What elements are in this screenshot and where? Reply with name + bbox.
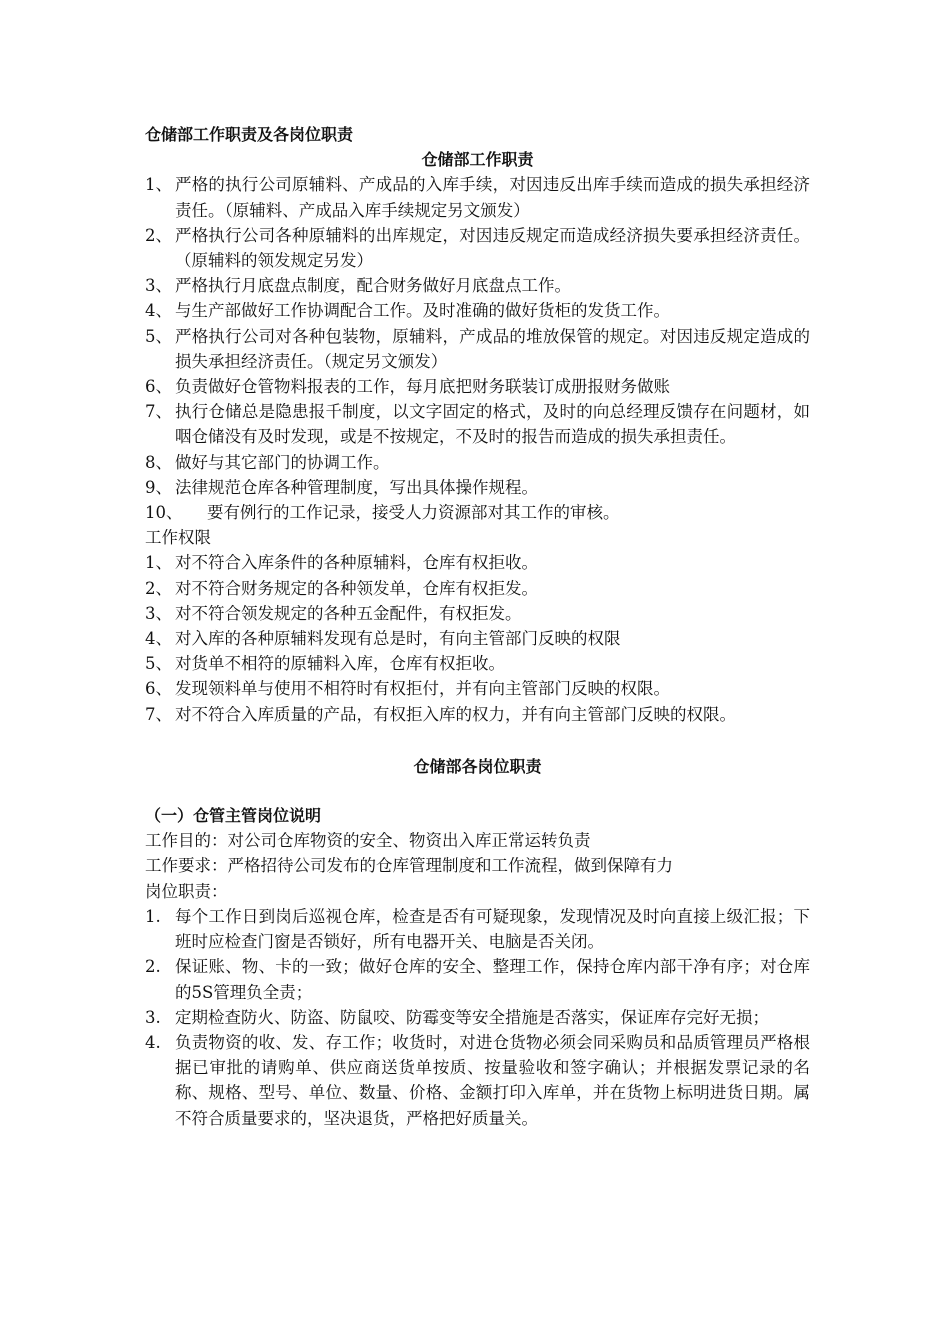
list-item [145, 500, 810, 525]
list-item [145, 223, 810, 273]
list-item [145, 273, 810, 298]
position-duties-list [145, 904, 810, 1131]
item-number: 4、 [145, 629, 172, 649]
list-item [145, 904, 810, 954]
item-number: 9、 [145, 477, 172, 497]
item-text: 对不符合入库条件的各种原辅料，仓库有权拒收。 [175, 553, 538, 573]
item-number: 3. [145, 1007, 161, 1027]
item-number: 6、 [145, 377, 172, 397]
item-number: 3、 [145, 276, 172, 296]
item-text: 负责做好仓管物料报表的工作，每月底把财务联装订成册报财务做账 [175, 377, 670, 397]
item-number: 4、 [145, 301, 172, 321]
list-item [145, 324, 810, 374]
spacer [145, 779, 810, 803]
item-text: 对货单不相符的原辅料入库，仓库有权拒收。 [175, 654, 505, 674]
list-item [145, 298, 810, 323]
duties-label: 岗位职责： [145, 881, 228, 901]
list-item [145, 576, 810, 601]
item-text: 法律规范仓库各种管理制度，写出具体操作规程。 [175, 477, 538, 497]
item-text: 执行仓储总是隐患报千制度，以文字固定的格式，及时的向总经理反馈存在问题材，如咽仓储没有及时发现，或是不按规定，不及时的报告而造成的损失承担责任。 [175, 402, 810, 447]
authority-list [145, 550, 810, 726]
item-number: 7、 [145, 704, 172, 724]
work-requirement: 工作要求：严格招待公司发布的仓库管理制度和工作流程，做到保障有力 [145, 856, 673, 876]
item-number: 3、 [145, 603, 172, 623]
list-item [145, 702, 810, 727]
item-number: 7、 [145, 402, 172, 422]
list-item [145, 651, 810, 676]
item-text: 要有例行的工作记录，接受人力资源部对其工作的审核。 [207, 503, 620, 523]
item-number: 2. [145, 957, 161, 977]
item-text: 严格执行公司各种原辅料的出库规定，对因违反规定而造成经济损失要承担经济责任。（原辅料的领发规定另发） [175, 225, 810, 271]
list-item [145, 450, 810, 475]
item-text: 严格执行月底盘点制度，配合财务做好月底盘点工作。 [175, 276, 571, 296]
section-heading-positions: 仓储部各岗位职责 [413, 756, 542, 776]
item-number: 1、 [145, 553, 172, 573]
document-title: 仓储部工作职责及各岗位职责 [145, 125, 354, 144]
item-text: 定期检查防火、防盗、防鼠咬、防霉变等安全措施是否落实，保证库存完好无损； [175, 1007, 769, 1027]
list-item [145, 626, 810, 651]
authority-heading: 工作权限 [145, 528, 211, 548]
item-text: 对不符合领发规定的各种五金配件，有权拒发。 [175, 603, 522, 623]
work-purpose: 工作目的：对公司仓库物资的安全、物资出入库正常运转负责 [145, 831, 591, 851]
item-text: 负责物资的收、发、存工作；收货时，对进仓货物必须会同采购员和品质管理员严格根据已审批的请购单、供应商送货单按质、按量验收和签字确认；并根据发票记录的名称、规格、型号、单位、数量、价格、金额打印入库单，并在货物上标明进货日期。属不符合质量要求的，坚决退货，严格把好质量关。 [175, 1032, 810, 1128]
item-text: 对不符合财务规定的各种领发单，仓库有权拒发。 [175, 578, 538, 598]
list-item [145, 399, 810, 449]
list-item [145, 954, 810, 1004]
list-item [145, 475, 810, 500]
item-number: 8、 [145, 452, 172, 472]
item-text: 发现领料单与使用不相符时有权拒付，并有向主管部门反映的权限。 [175, 679, 670, 699]
item-text: 严格的执行公司原辅料、产成品的入库手续，对因违反出库手续而造成的损失承担经济责任。（原辅料、产成品入库手续规定另文颁发） [175, 175, 810, 220]
item-number: 6、 [145, 679, 172, 699]
item-number: 2、 [145, 225, 172, 245]
item-number: 4. [145, 1032, 161, 1052]
item-number: 10、 [145, 503, 183, 523]
document-body [145, 122, 810, 1131]
list-item [145, 1005, 810, 1030]
item-number: 5、 [145, 654, 172, 674]
list-item [145, 172, 810, 222]
item-text: 对不符合入库质量的产品，有权拒入库的权力，并有向主管部门反映的权限。 [175, 704, 736, 724]
item-text: 对入库的各种原辅料发现有总是时，有向主管部门反映的权限 [175, 629, 621, 649]
duties-list [145, 172, 810, 525]
list-item [145, 1030, 810, 1131]
item-text: 与生产部做好工作协调配合工作。及时准确的做好货柜的发货工作。 [175, 301, 670, 321]
item-text: 做好与其它部门的协调工作。 [175, 452, 390, 472]
item-text: 每个工作日到岗后巡视仓库，检查是否有可疑现象，发现情况及时向直接上级汇报；下班时应检查门窗是否锁好，所有电器开关、电脑是否关闭。 [175, 906, 810, 952]
list-item [145, 676, 810, 701]
item-text: 严格执行公司对各种包装物，原辅料，产成品的堆放保管的规定。对因违反规定造成的损失承担经济责任。（规定另文颁发） [175, 326, 810, 371]
list-item [145, 550, 810, 575]
item-text: 保证账、物、卡的一致；做好仓库的安全、整理工作，保持仓库内部干净有序；对仓库的5S管理负全责； [175, 957, 810, 1002]
section-heading-duties: 仓储部工作职责 [421, 150, 534, 170]
spacer [145, 727, 810, 754]
item-number: 5、 [145, 326, 172, 346]
sub-heading-supervisor: （一）仓管主管岗位说明 [145, 806, 322, 826]
item-number: 2、 [145, 578, 172, 598]
item-number: 1. [145, 906, 161, 926]
list-item [145, 374, 810, 399]
item-number: 1、 [145, 175, 172, 195]
list-item [145, 601, 810, 626]
